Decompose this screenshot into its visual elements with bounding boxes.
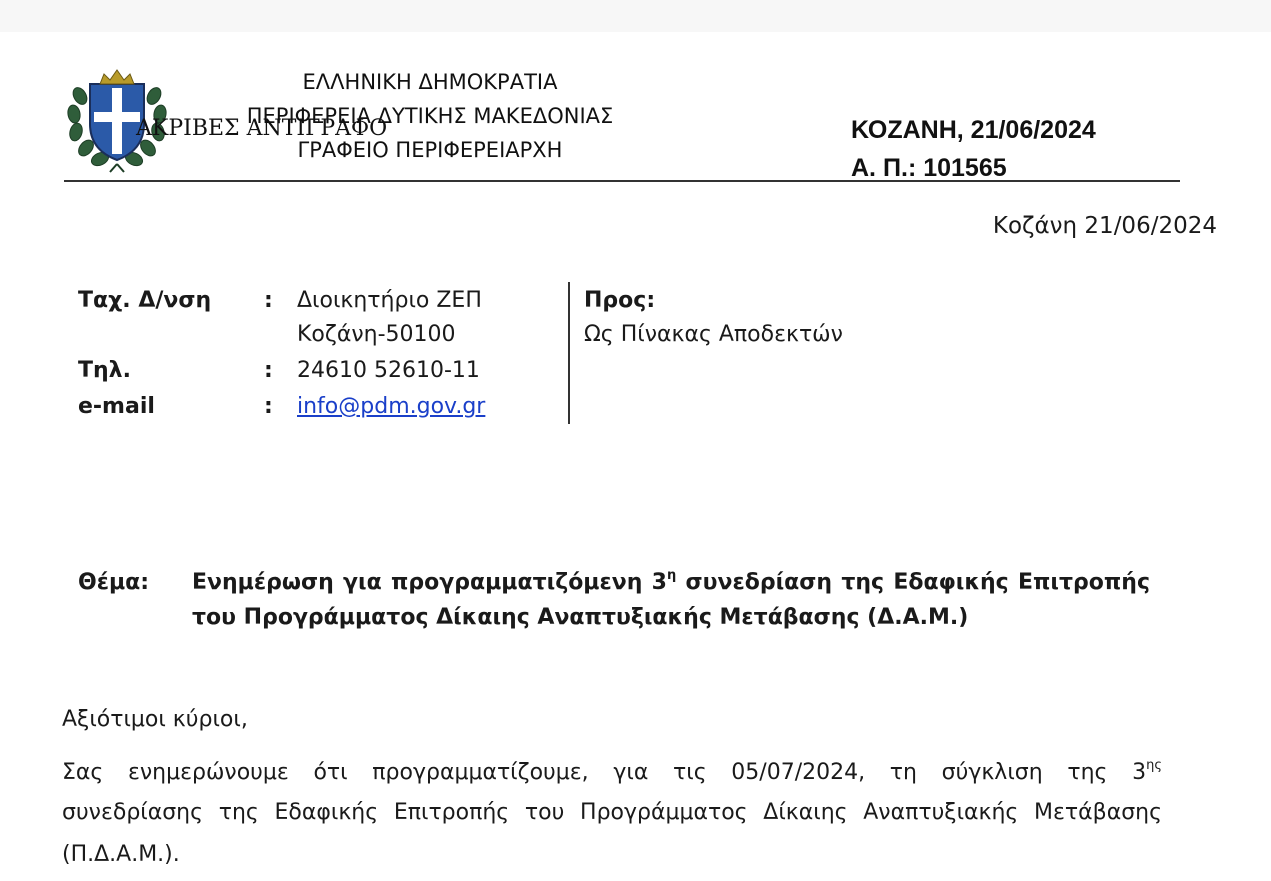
header-line-office: ΓΡΑΦΕΙΟ ΠΕΡΙΦΕΡΕΙΑΡΧΗ — [297, 138, 563, 162]
recipient-value: Ως Πίνακας Αποδεκτών — [584, 322, 843, 347]
address-value-line2: Κοζάνη-50100 — [297, 322, 456, 347]
contact-divider — [568, 282, 570, 424]
phone-label: Τηλ. — [78, 358, 131, 383]
subject-ordinal-sup: η — [666, 568, 677, 583]
email-link[interactable]: info@pdm.gov.gr — [297, 394, 486, 419]
protocol-place-date: ΚΟΖΑΝΗ, 21/06/2024 — [851, 116, 1096, 144]
subject-line1 — [192, 570, 1150, 595]
body-paragraph-line1 — [62, 760, 1162, 785]
greeting: Αξιότιμοι κύριοι, — [62, 707, 248, 732]
phone-colon: : — [264, 358, 273, 383]
subject-line1-start: Ενημέρωση για προγραμματιζόμενη 3 — [192, 570, 667, 595]
body-paragraph-line2: συνεδρίασης της Εδαφικής Επιτροπής του Προγράμματος Δίκαιης Αναπτυξιακής Μετάβασης — [62, 800, 1162, 825]
document-date: Κοζάνη 21/06/2024 — [992, 213, 1217, 239]
header-divider — [64, 180, 1180, 182]
body-line1-text: Σας ενημερώνουμε ότι προγραμματίζουμε, για τις 05/07/2024, τη σύγκλιση της 3 — [62, 760, 1147, 785]
address-label: Ταχ. Δ/νση — [78, 288, 212, 313]
body-ordinal-sup: ης — [1146, 758, 1162, 773]
recipient-label: Προς: — [584, 288, 656, 313]
email-colon: : — [264, 394, 273, 419]
header-line-region: ΠΕΡΙΦΕΡΕΙΑ ΔΥΤΙΚΗΣ ΜΑΚΕΔΟΝΙΑΣ — [246, 104, 614, 128]
address-colon: : — [264, 288, 273, 313]
address-value-line1: Διοικητήριο ΖΕΠ — [297, 288, 482, 313]
protocol-number: Α. Π.: 101565 — [851, 154, 1007, 182]
header-line-state: ΕΛΛΗΝΙΚΗ ΔΗΜΟΚΡΑΤΙΑ — [302, 70, 558, 94]
top-band — [0, 0, 1271, 32]
body-paragraph-line3: (Π.Δ.Α.Μ.). — [62, 842, 180, 867]
phone-value: 24610 52610-11 — [297, 358, 480, 383]
subject-label: Θέμα: — [78, 570, 150, 595]
email-value-cell — [297, 394, 485, 419]
certified-copy-stamp: ΑΚΡΙΒΕΣ ΑΝΤΙΓΡΑΦΟ — [136, 116, 388, 141]
subject-line2: του Προγράμματος Δίκαιης Αναπτυξιακής Μετάβασης (Δ.Α.Μ.) — [192, 605, 969, 630]
subject-line1-end: συνεδρίαση της Εδαφικής Επιτροπής — [676, 570, 1150, 595]
email-label: e-mail — [78, 394, 155, 419]
